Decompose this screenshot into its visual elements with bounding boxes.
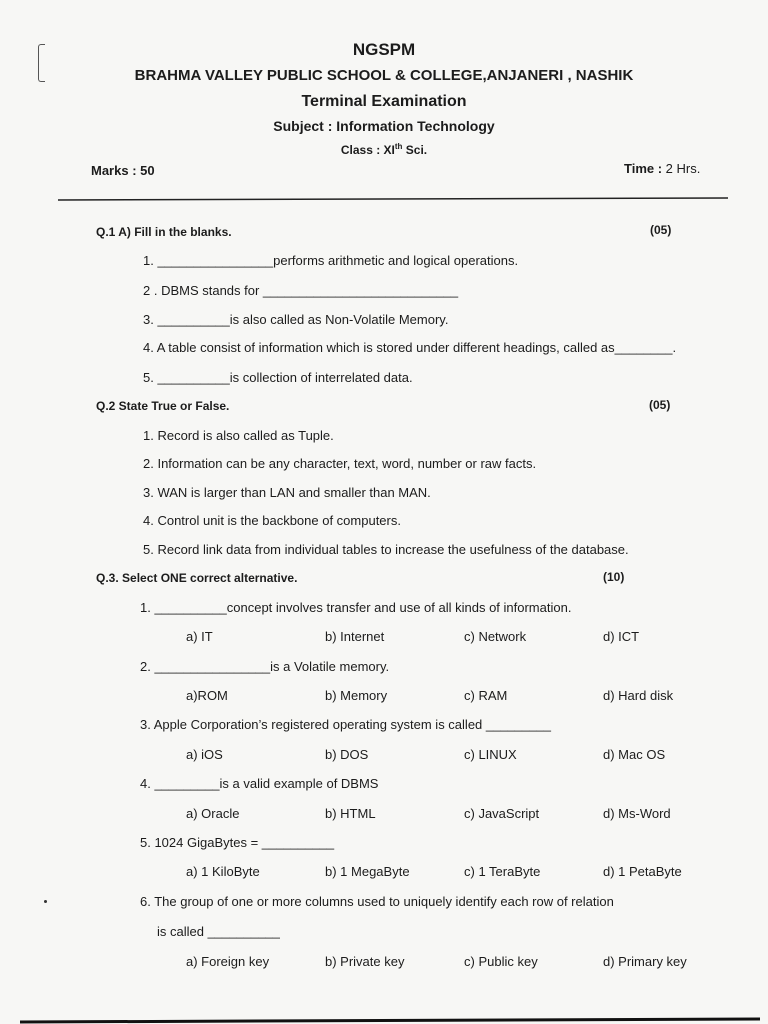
- q3-item-2-option-a: a)ROM: [186, 688, 228, 703]
- q3-item-4-option-b: b) HTML: [325, 806, 376, 821]
- q2-line-4: 4. Control unit is the backbone of computers.: [143, 513, 401, 528]
- q3-item-5-option-c: c) 1 TeraByte: [464, 864, 541, 879]
- q3-item-1-option-c: c) Network: [464, 629, 527, 644]
- time-label: Time :: [624, 161, 666, 176]
- q3-item-3-option-b: b) DOS: [325, 747, 369, 762]
- q3-item-2-option-d: d) Hard disk: [603, 688, 674, 703]
- q1-heading: Q.1 A) Fill in the blanks.: [96, 225, 232, 239]
- q3-marks: (10): [603, 570, 625, 584]
- marks-total: Marks : 50: [91, 163, 155, 178]
- q3-item-6-option-b: b) Private key: [325, 954, 405, 969]
- q3-item-3-text: 3. Apple Corporation’s registered operating system is called _________: [140, 717, 551, 732]
- class-line: [0, 142, 768, 157]
- q3-item-4-option-d: d) Ms-Word: [603, 806, 671, 821]
- q2-line-3: 3. WAN is larger than LAN and smaller than MAN.: [143, 485, 431, 500]
- q3-item-4-option-c: c) JavaScript: [464, 806, 540, 821]
- q2-marks: (05): [649, 398, 671, 412]
- time-allowed: [624, 161, 700, 176]
- scan-speck: [44, 900, 47, 903]
- q3-item-4-text: 4. _________is a valid example of DBMS: [140, 776, 379, 791]
- q3-heading: Q.3. Select ONE correct alternative.: [96, 571, 298, 585]
- q1-line-5: 5. __________is collection of interrelated data.: [143, 370, 413, 385]
- q3-item-6-text-cont: is called __________: [157, 924, 280, 939]
- q3-item-6-option-d: d) Primary key: [603, 954, 687, 969]
- q3-item-1-option-d: d) ICT: [603, 629, 640, 644]
- q1-marks: (05): [650, 223, 672, 237]
- class-suffix: Sci.: [402, 143, 428, 157]
- q3-item-3-option-c: c) LINUX: [464, 747, 517, 762]
- q1-line-3: 3. __________is also called as Non-Volatile Memory.: [143, 312, 449, 327]
- q3-item-1-option-a: a) IT: [186, 629, 213, 644]
- q3-item-5-text: 5. 1024 GigaBytes = __________: [140, 835, 335, 850]
- q3-item-3-option-a: a) iOS: [186, 747, 223, 762]
- q3-item-2-option-c: c) RAM: [464, 688, 508, 703]
- q3-item-5-option-a: a) 1 KiloByte: [186, 864, 260, 879]
- q3-item-6-option-c: c) Public key: [464, 954, 538, 969]
- q3-item-6-text: 6. The group of one or more columns used to uniquely identify each row of relation: [140, 894, 614, 909]
- org-name: NGSPM: [352, 40, 416, 59]
- q1-line-4: 4. A table consist of information which is stored under different headings, called as________.: [143, 340, 677, 355]
- header-divider: [0, 190, 768, 210]
- q3-item-2-text: 2. ________________is a Volatile memory.: [140, 659, 390, 674]
- page-bottom-edge: [0, 1008, 768, 1024]
- q2-line-1: 1. Record is also called as Tuple.: [143, 428, 334, 443]
- subject-line: Subject : Information Technology: [273, 118, 495, 134]
- q3-item-1-option-b: b) Internet: [325, 629, 385, 644]
- q3-item-2-option-b: b) Memory: [325, 688, 388, 703]
- class-superscript: th: [394, 142, 403, 151]
- exam-title: Terminal Examination: [301, 93, 467, 110]
- q3-item-4-option-a: a) Oracle: [186, 806, 240, 821]
- q2-line-5: 5. Record link data from individual tables to increase the usefulness of the database.: [143, 542, 629, 557]
- q1-line-2: 2 . DBMS stands for ___________________________: [143, 283, 459, 298]
- q3-item-5-option-d: d) 1 PetaByte: [603, 864, 682, 879]
- time-value: 2 Hrs.: [665, 161, 701, 176]
- q3-item-1-text: 1. __________concept involves transfer and use of all kinds of information.: [140, 600, 572, 615]
- school-name: BRAHMA VALLEY PUBLIC SCHOOL & COLLEGE,ANJANERI , NASHIK: [134, 67, 634, 84]
- q1-line-1: 1. ________________performs arithmetic and logical operations.: [143, 253, 519, 268]
- q2-line-2: 2. Information can be any character, text, word, number or raw facts.: [143, 456, 537, 471]
- class-prefix: Class : XI: [340, 143, 395, 157]
- q2-heading: Q.2 State True or False.: [96, 399, 230, 413]
- q3-item-5-option-b: b) 1 MegaByte: [325, 864, 410, 879]
- q3-item-6-option-a: a) Foreign key: [186, 954, 270, 969]
- q3-item-3-option-d: d) Mac OS: [603, 747, 666, 762]
